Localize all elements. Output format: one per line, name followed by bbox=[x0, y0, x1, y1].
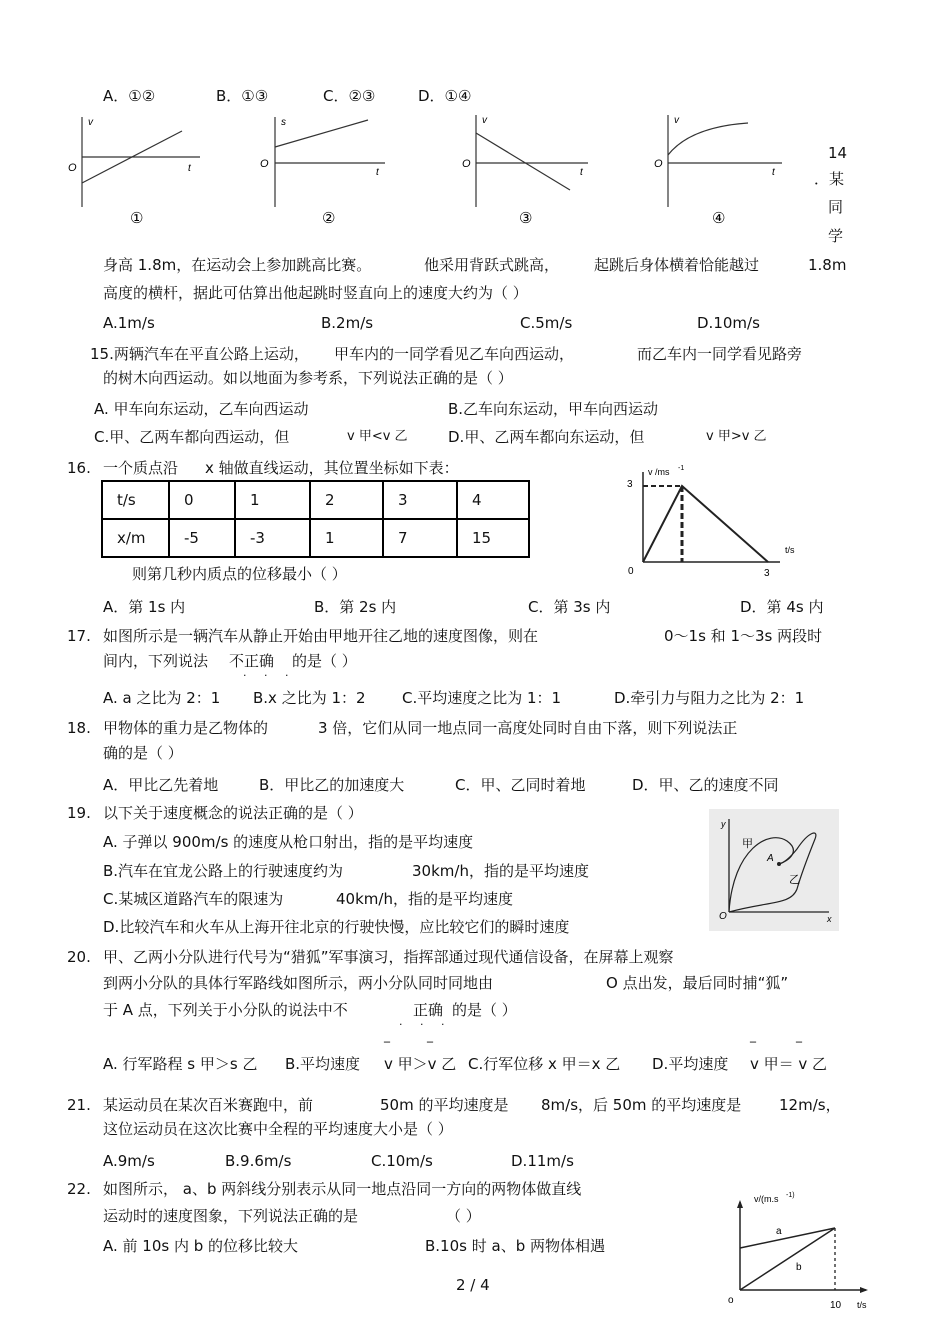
q15-line2: 的树木向西运动。如以地面为参考系，下列说法正确的是（ ） bbox=[103, 369, 513, 387]
table-cell: 1 bbox=[235, 481, 310, 519]
q21-line1: 8m/s，后 50m 的平均速度是 bbox=[541, 1096, 742, 1114]
q14-stem-char: 同 bbox=[828, 198, 844, 216]
q18-line1: 3 倍，它们从同一地点同一高度处同时自由下落，则下列说法正 bbox=[318, 719, 738, 737]
table-cell: 1 bbox=[310, 519, 383, 557]
q13-graphs bbox=[60, 105, 820, 235]
q15-line1: 甲车内的一同学看见乙车向西运动， bbox=[334, 345, 575, 363]
q13-g2-origin: O bbox=[260, 158, 269, 170]
q19-option-b: B.汽车在宜龙公路上的行驶速度约为 bbox=[103, 862, 344, 880]
q13-g3-ylabel: v bbox=[482, 115, 487, 126]
q15-option-d: D.甲、乙两车都向东运动，但 bbox=[448, 428, 645, 446]
q16-table bbox=[101, 480, 530, 558]
table-cell: -3 bbox=[235, 519, 310, 557]
q18-option-b: B．甲比乙的加速度大 bbox=[259, 776, 405, 794]
q17-vt-graph bbox=[620, 462, 820, 582]
q13-option-b: B．①③ bbox=[216, 87, 269, 105]
q16-option-b: B．第 2s 内 bbox=[314, 598, 397, 616]
q14-number: 14 bbox=[828, 144, 848, 162]
q20-option-a: A. 行军路程 s 甲＞s 乙 bbox=[103, 1055, 258, 1073]
q20-chart-point: A bbox=[767, 853, 774, 864]
q14-line1: 他采用背跃式跳高， bbox=[424, 256, 560, 274]
q13-g1-ylabel: v bbox=[88, 117, 93, 128]
q15-line1: 而乙车内一同学看见路旁 bbox=[637, 345, 803, 363]
q16-number: 16. bbox=[67, 459, 91, 477]
q13-graph-3 bbox=[462, 115, 588, 227]
q20-option-b-relation: v 甲＞v 乙 bbox=[384, 1055, 457, 1073]
q20-option-c: C.行军位移 x 甲＝x 乙 bbox=[468, 1055, 621, 1073]
q21-option-d: D.11m/s bbox=[511, 1152, 574, 1170]
q19-option-d: D.比较汽车和火车从上海开往北京的行驶快慢，应比较它们的瞬时速度 bbox=[103, 918, 570, 936]
q13-g1-xlabel: t bbox=[188, 163, 191, 174]
q20-option-b: B.平均速度 bbox=[285, 1055, 361, 1073]
emphasis-dots: · · · bbox=[243, 669, 296, 682]
q13-g3-caption: ③ bbox=[519, 210, 533, 227]
q14-option-a: A.1m/s bbox=[103, 314, 155, 332]
q13-g4-origin: O bbox=[654, 158, 663, 170]
q17-chart-x-tick: 3 bbox=[764, 568, 770, 579]
q17-option-c: C.平均速度之比为 1：1 bbox=[402, 689, 562, 707]
q21-line1: 某运动员在某次百米赛跑中，前 bbox=[103, 1096, 314, 1114]
q21-number: 21. bbox=[67, 1096, 91, 1114]
q15-line1: 15.两辆汽车在平直公路上运动， bbox=[90, 345, 309, 363]
table-cell: 15 bbox=[457, 519, 529, 557]
q16-option-c: C．第 3s 内 bbox=[528, 598, 611, 616]
q14-line2: 高度的横杆，据此可估算出他起跳时竖直向上的速度大约为（ ） bbox=[103, 284, 528, 302]
overline-bar: ‾ bbox=[427, 1040, 433, 1054]
q14-line1: 起跳后身体横着恰能越过 bbox=[594, 256, 760, 274]
q20-route-graph bbox=[709, 809, 839, 931]
q20-line1: 甲、乙两小分队进行代号为“猎狐”军事演习，指挥部通过现代通信设备，在屏幕上观察 bbox=[103, 948, 674, 966]
q18-line2: 确的是（ ） bbox=[103, 744, 183, 762]
q19-option-c: 40km/h，指的是平均速度 bbox=[336, 890, 513, 908]
q17-line1: 如图所示是一辆汽车从静止开始由甲地开往乙地的速度图像，则在 bbox=[103, 627, 539, 645]
q18-option-c: C．甲、乙同时着地 bbox=[455, 776, 586, 794]
q16-option-d: D．第 4s 内 bbox=[740, 598, 824, 616]
q19-option-b: 30km/h，指的是平均速度 bbox=[412, 862, 589, 880]
q13-graph-1 bbox=[68, 117, 200, 227]
q13-g4-caption: ④ bbox=[712, 210, 726, 227]
q22-chart-ylabel: v/(m.s bbox=[754, 1194, 779, 1204]
q20-chart-yi: 乙 bbox=[789, 874, 800, 886]
q22-chart-origin: o bbox=[728, 1295, 734, 1306]
q21-line1: 12m/s， bbox=[779, 1096, 841, 1114]
q20-option-d-relation: v 甲＝ v 乙 bbox=[750, 1055, 828, 1073]
table-cell: 2 bbox=[310, 481, 383, 519]
q17-line2: 间内，下列说法 bbox=[103, 652, 209, 670]
q13-g3-origin: O bbox=[462, 158, 471, 170]
q17-emphasis: 不正确 bbox=[229, 652, 275, 670]
q13-g4-ylabel: v bbox=[674, 115, 679, 126]
q14-option-b: B.2m/s bbox=[321, 314, 374, 332]
q20-line2: O 点出发，最后同时捕“狐” bbox=[606, 974, 789, 992]
q16-stem: 一个质点沿 bbox=[103, 459, 179, 477]
q13-g4-xlabel: t bbox=[772, 167, 775, 178]
q13-g3-xlabel: t bbox=[580, 167, 583, 178]
q22-chart-xlabel: t/s bbox=[857, 1300, 867, 1310]
q15-option-d-relation: v 甲>v 乙 bbox=[706, 429, 767, 444]
q19-option-c: C.某城区道路汽车的限速为 bbox=[103, 890, 284, 908]
q19-number: 19. bbox=[67, 804, 91, 822]
q22-line2: （ ） bbox=[446, 1207, 481, 1225]
q13-option-c: C．②③ bbox=[323, 87, 376, 105]
q15-option-c-relation: v 甲<v 乙 bbox=[347, 429, 408, 444]
q14-line1: 1.8m bbox=[808, 256, 847, 274]
q19-stem: 以下关于速度概念的说法正确的是（ ） bbox=[103, 804, 363, 822]
q16-question: 则第几秒内质点的位移最小（ ） bbox=[132, 565, 347, 583]
q22-option-a: A. 前 10s 内 b 的位移比较大 bbox=[103, 1237, 299, 1255]
q17-line2: 的是（ ） bbox=[292, 652, 357, 670]
q20-chart-ylabel: y bbox=[721, 819, 726, 829]
q22-vt-graph bbox=[722, 1188, 882, 1313]
q16-stem: x 轴做直线运动，其位置坐标如下表： bbox=[205, 459, 459, 477]
table-cell: -5 bbox=[169, 519, 235, 557]
q22-chart-ylabel-sup: -1) bbox=[786, 1192, 795, 1199]
q20-emphasis: 正确 bbox=[413, 1001, 444, 1019]
q13-g1-origin: O bbox=[68, 162, 77, 174]
q21-option-c: C.10m/s bbox=[371, 1152, 433, 1170]
q20-line3: 的是（ ） bbox=[452, 1001, 517, 1019]
q20-line3: 于 A 点，下列关于小分队的说法中不 bbox=[103, 1001, 348, 1019]
q20-chart-xlabel: x bbox=[827, 914, 832, 924]
q18-option-a: A．甲比乙先着地 bbox=[103, 776, 219, 794]
q21-line1: 50m 的平均速度是 bbox=[380, 1096, 509, 1114]
q14-line1: 身高 1.8m，在运动会上参加跳高比赛。 bbox=[103, 256, 372, 274]
q22-line2: 运动时的速度图象，下列说法正确的是 bbox=[103, 1207, 359, 1225]
q18-number: 18. bbox=[67, 719, 91, 737]
q18-line1: 甲物体的重力是乙物体的 bbox=[103, 719, 269, 737]
q15-option-c: C.甲、乙两车都向西运动，但 bbox=[94, 428, 290, 446]
q21-option-b: B.9.6m/s bbox=[225, 1152, 292, 1170]
q17-chart-origin: 0 bbox=[628, 566, 634, 577]
table-cell: 0 bbox=[169, 481, 235, 519]
q20-number: 20. bbox=[67, 948, 91, 966]
q17-chart-xlabel: t/s bbox=[785, 545, 795, 555]
q22-option-b: B.10s 时 a、b 两物体相遇 bbox=[425, 1237, 605, 1255]
q17-chart-ylabel: v /ms bbox=[648, 467, 670, 477]
q14-stem-char: 学 bbox=[828, 227, 844, 245]
table-cell: 7 bbox=[383, 519, 457, 557]
q22-chart-x-tick: 10 bbox=[830, 1300, 842, 1311]
q21-option-a: A.9m/s bbox=[103, 1152, 155, 1170]
q17-option-b: B.x 之比为 1：2 bbox=[253, 689, 366, 707]
q13-g2-caption: ② bbox=[322, 210, 336, 227]
q13-option-a: A．①② bbox=[103, 87, 156, 105]
overline-bar: ‾ bbox=[796, 1040, 802, 1054]
q14-stem-char: ．某 bbox=[814, 170, 845, 188]
q14-option-c: C.5m/s bbox=[520, 314, 573, 332]
q17-chart-ylabel-sup: -1 bbox=[678, 465, 685, 472]
q16-option-a: A．第 1s 内 bbox=[103, 598, 186, 616]
q19-option-a: A. 子弹以 900m/s 的速度从枪口射出，指的是平均速度 bbox=[103, 833, 474, 851]
q17-option-d: D.牵引力与阻力之比为 2：1 bbox=[614, 689, 805, 707]
q20-line2: 到两小分队的具体行军路线如图所示，两小分队同时同地由 bbox=[103, 974, 494, 992]
q20-option-d: D.平均速度 bbox=[652, 1055, 729, 1073]
q13-g2-xlabel: t bbox=[376, 167, 379, 178]
q13-g1-caption: ① bbox=[130, 210, 144, 227]
q22-chart-b: b bbox=[796, 1262, 802, 1273]
q13-graph-2 bbox=[260, 117, 385, 227]
q15-option-b: B.乙车向东运动，甲车向西运动 bbox=[448, 400, 659, 418]
table-row bbox=[102, 481, 529, 519]
q17-number: 17. bbox=[67, 627, 91, 645]
q22-number: 22. bbox=[67, 1180, 91, 1198]
table-cell: x/m bbox=[102, 519, 169, 557]
q17-option-a: A. a 之比为 2：1 bbox=[103, 689, 221, 707]
q17-line1: 0～1s 和 1～3s 两段时 bbox=[664, 627, 823, 645]
table-cell: 4 bbox=[457, 481, 529, 519]
q22-line1: 如图所示， a、b 两斜线分别表示从同一地点沿同一方向的两物体做直线 bbox=[103, 1180, 582, 1198]
q13-option-d: D．①④ bbox=[418, 87, 472, 105]
q13-g2-ylabel: s bbox=[281, 117, 286, 128]
q14-option-d: D.10m/s bbox=[697, 314, 760, 332]
q13-graph-4 bbox=[654, 115, 782, 227]
q20-chart-origin: O bbox=[719, 911, 727, 922]
table-cell: t/s bbox=[102, 481, 169, 519]
table-row bbox=[102, 519, 529, 557]
emphasis-dots: · · · bbox=[399, 1018, 452, 1031]
q17-chart-y-tick: 3 bbox=[627, 479, 633, 490]
overline-bar: ‾ bbox=[750, 1040, 756, 1054]
q21-line2: 这位运动员在这次比赛中全程的平均速度大小是（ ） bbox=[103, 1120, 453, 1138]
q18-option-d: D．甲、乙的速度不同 bbox=[632, 776, 779, 794]
q15-option-a: A. 甲车向东运动，乙车向西运动 bbox=[94, 400, 309, 418]
overline-bar: ‾ bbox=[384, 1040, 390, 1054]
q22-chart-a: a bbox=[776, 1226, 782, 1237]
q20-chart-jia: 甲 bbox=[742, 838, 753, 850]
page-number: 2 / 4 bbox=[456, 1276, 490, 1294]
table-cell: 3 bbox=[383, 481, 457, 519]
